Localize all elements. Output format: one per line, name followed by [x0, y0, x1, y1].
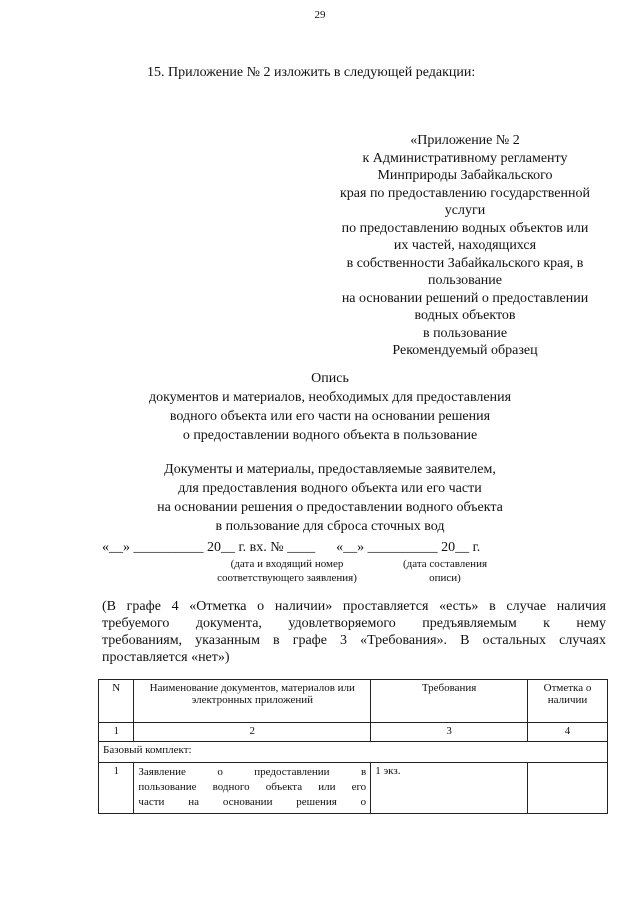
appendix-line: по предоставлению водных объектов или — [341, 220, 589, 236]
caption-line: (дата и входящий номер — [230, 558, 344, 570]
document-title — [100, 369, 560, 445]
table-header-row — [99, 680, 608, 723]
row-name-line: Заявление о предоставлении в — [138, 766, 367, 778]
caption-line: (дата составления — [402, 558, 488, 570]
documents-table — [98, 679, 608, 814]
subtitle-line: в пользование для сброса сточных вод — [215, 519, 445, 534]
document-subtitle — [100, 460, 560, 536]
instruction-note — [102, 598, 606, 666]
appendix-line: «Приложение № 2 — [410, 133, 520, 148]
amendment-intro: 15. Приложение № 2 изложить в следующей редакции: — [147, 65, 476, 80]
date-number-line: «__» __________ 20__ г. вх. № ____ «__» __________ 20__ г. — [102, 540, 481, 555]
header-cell-number: N — [99, 680, 134, 723]
row-number-cell: 1 — [99, 763, 134, 814]
caption-line: описи) — [429, 572, 461, 584]
appendix-line: водных объектов — [414, 308, 516, 323]
appendix-line: в собственности Забайкальского края, в — [346, 255, 584, 271]
subtitle-line: на основании решения о предоставлении водного объекта — [157, 500, 503, 515]
appendix-line: к Административному регламенту — [362, 150, 568, 166]
page-number: 29 — [314, 9, 326, 21]
caption-line: соответствующего заявления) — [217, 572, 357, 584]
note-line: требованиям, указанным в графе 3 «Требования». В остальных случаях — [102, 633, 606, 648]
header-cell-name: Наименование документов, материалов или электронных приложений — [134, 680, 371, 723]
subtitle-line: Документы и материалы, предоставляемые заявителем, — [164, 462, 496, 477]
header-cell-mark: Отметка о наличии — [528, 680, 608, 723]
appendix-line: на основании решений о предоставлении — [341, 290, 589, 306]
appendix-header — [320, 132, 610, 360]
appendix-line: Рекомендуемый образец — [392, 343, 538, 358]
column-number-cell: 3 — [371, 723, 528, 742]
table-row — [99, 763, 608, 814]
column-number-cell: 1 — [99, 723, 134, 742]
section-label: Базовый комплект: — [99, 742, 608, 763]
note-line: требуемого документа, удовлетворяемого предъявляемым к нему — [102, 616, 606, 631]
title-line: водного объекта или его части на основании решения — [169, 409, 491, 424]
subtitle-line: для предоставления водного объекта или его части — [178, 481, 482, 496]
date-caption-left — [197, 557, 377, 585]
row-mark-cell — [528, 763, 608, 814]
appendix-line: Минприроды Забайкальского — [377, 168, 553, 183]
row-name-line: части на основании решения о — [138, 796, 367, 808]
row-name-line: пользование водного объекта или его — [138, 781, 367, 793]
section-row — [99, 742, 608, 763]
header-cell-requirements: Требования — [371, 680, 528, 723]
appendix-line: края по предоставлению государственной — [339, 185, 590, 201]
note-line: проставляется «нет») — [102, 650, 230, 665]
column-number-cell: 4 — [528, 723, 608, 742]
title-line: о предоставлении водного объекта в пользование — [182, 428, 478, 443]
column-number-cell: 2 — [134, 723, 371, 742]
row-name-cell — [134, 763, 371, 814]
appendix-line: услуги — [444, 203, 486, 218]
row-requirements-cell: 1 экз. — [371, 763, 528, 814]
appendix-line: их частей, находящихся — [393, 238, 537, 253]
appendix-line: пользование — [428, 273, 502, 288]
note-line: (В графе 4 «Отметка о наличии» проставляется «есть» в случае наличия — [102, 599, 606, 614]
appendix-line: в пользование — [422, 325, 508, 341]
title-line: документов и материалов, необходимых для предоставления — [148, 390, 512, 405]
column-number-row — [99, 723, 608, 742]
title-line: Опись — [311, 371, 349, 386]
date-caption-right — [390, 557, 500, 585]
